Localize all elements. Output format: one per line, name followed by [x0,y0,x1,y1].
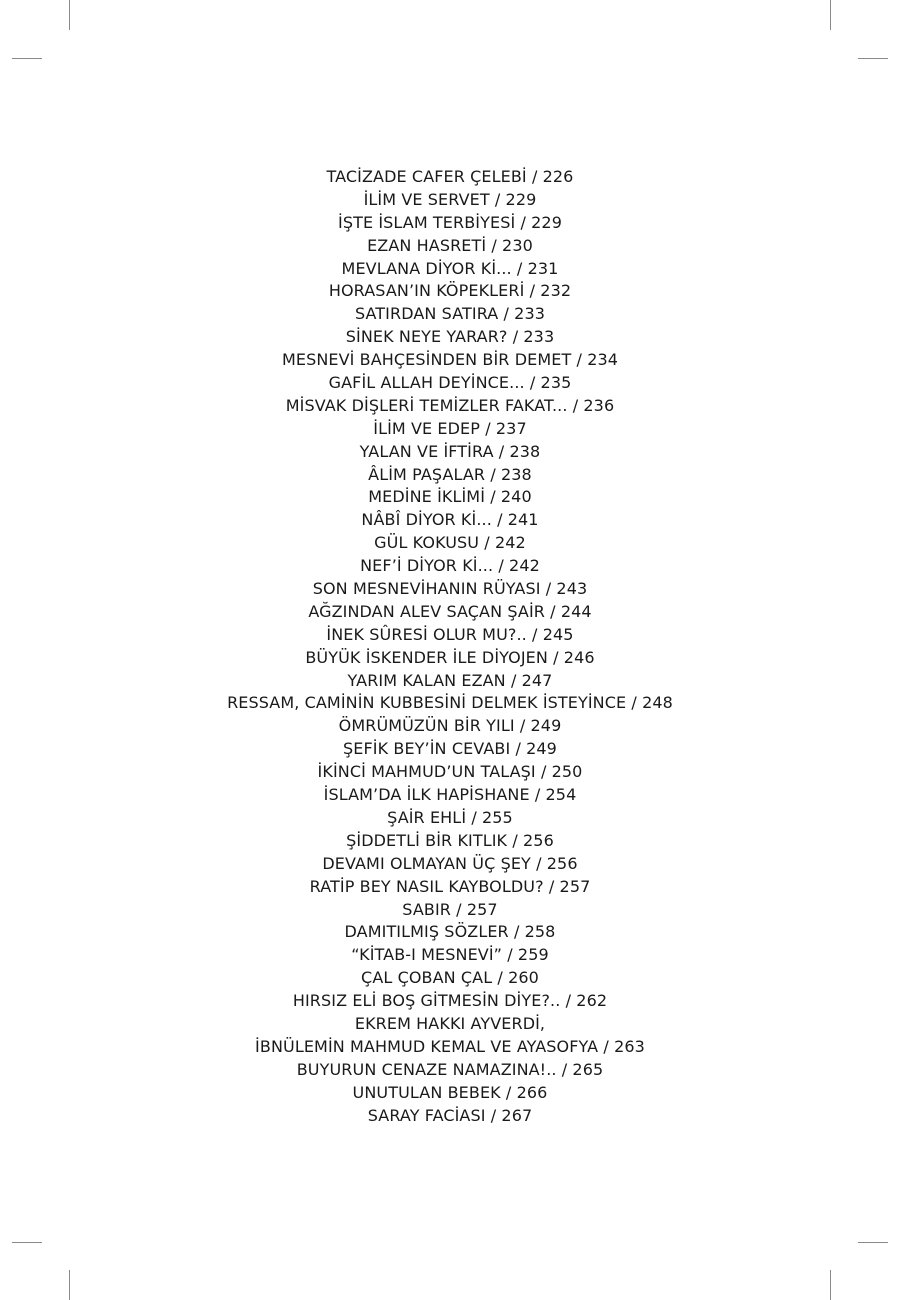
toc-entry: MEDİNE İKLİMİ / 240 [368,487,532,507]
toc-entry: EKREM HAKKI AYVERDİ, [354,1013,546,1033]
toc-entry: İŞTE İSLAM TERBİYESİ / 229 [338,212,562,232]
toc-entry: İLİM VE SERVET / 229 [363,189,537,209]
toc-entry: İBNÜLEMİN MAHMUD KEMAL VE AYASOFYA / 263 [255,1036,645,1056]
toc-entry: ŞAİR EHLİ / 255 [387,807,513,827]
toc-entry: SABIR / 257 [402,899,498,919]
toc-entry: İSLAM’DA İLK HAPİSHANE / 254 [323,785,577,805]
toc-entry: HIRSIZ ELİ BOŞ GİTMESİN DİYE?.. / 262 [292,991,608,1011]
toc-entry: GAFİL ALLAH DEYİNCE... / 235 [328,373,572,393]
crop-mark-top-left-horizontal [12,58,42,59]
crop-mark-bottom-right-horizontal [858,1242,888,1243]
toc-entry: BUYURUN CENAZE NAMAZINA!.. / 265 [296,1059,604,1079]
crop-mark-top-right-horizontal [858,58,888,59]
crop-mark-top-left-vertical [69,0,70,30]
toc-entry: YARIM KALAN EZAN / 247 [347,670,553,690]
toc-entry: MİSVAK DİŞLERİ TEMİZLER FAKAT... / 236 [285,395,615,415]
toc-entry: ŞEFİK BEY’İN CEVABI / 249 [343,739,557,759]
toc-entry: RESSAM, CAMİNİN KUBBESİNİ DELMEK İSTEYİNCE / 248 [227,693,673,713]
toc-entry: DEVAMI OLMAYAN ÜÇ ŞEY / 256 [322,853,578,873]
crop-mark-bottom-right-vertical [830,1270,831,1300]
toc-entry: SON MESNEVİHANIN RÜYASI / 243 [312,579,588,599]
crop-mark-bottom-left-horizontal [12,1242,42,1243]
toc-entry: TACİZADE CAFER ÇELEBİ / 226 [326,167,574,186]
toc-entry: İKİNCİ MAHMUD’UN TALAŞI / 250 [317,762,583,782]
toc-entry: UNUTULAN BEBEK / 266 [352,1082,548,1102]
table-of-contents [0,166,900,1127]
crop-mark-bottom-left-vertical [69,1270,70,1300]
toc-entry: ÂLİM PAŞALAR / 238 [368,464,532,484]
crop-mark-top-right-vertical [830,0,831,30]
toc-entry: GÜL KOKUSU / 242 [374,533,526,553]
toc-entry: NEF’İ DİYOR Kİ... / 242 [360,556,540,576]
toc-entry: ÖMRÜMÜZÜN BİR YILI / 249 [338,716,562,736]
toc-entry: HORASAN’IN KÖPEKLERİ / 232 [328,281,572,301]
toc-entry: SİNEK NEYE YARAR? / 233 [345,327,555,347]
toc-entry: BÜYÜK İSKENDER İLE DİYOJEN / 246 [305,647,595,667]
toc-entry: SARAY FACİASI / 267 [367,1105,533,1125]
toc-entry: SATIRDAN SATIRA / 233 [354,304,546,324]
toc-entry: RATİP BEY NASIL KAYBOLDU? / 257 [309,876,591,896]
toc-entry: “KİTAB-I MESNEVİ” / 259 [351,945,549,965]
toc-entry: NÂBÎ DİYOR Kİ... / 241 [361,510,539,530]
toc-entry: İLİM VE EDEP / 237 [373,418,527,438]
toc-entry: İNEK SÛRESİ OLUR MU?.. / 245 [326,624,574,644]
toc-entry: YALAN VE İFTİRA / 238 [359,441,541,461]
toc-entry: MEVLANA DİYOR Kİ... / 231 [341,258,559,278]
toc-entry: EZAN HASRETİ / 230 [367,235,533,255]
toc-entry: AĞZINDAN ALEV SAÇAN ŞAİR / 244 [308,601,592,621]
toc-entry: MESNEVİ BAHÇESİNDEN BİR DEMET / 234 [281,350,619,370]
toc-entry: ŞİDDETLİ BİR KITLIK / 256 [346,830,554,850]
toc-entry: DAMITILMIŞ SÖZLER / 258 [344,922,556,942]
toc-entry: ÇAL ÇOBAN ÇAL / 260 [361,968,539,988]
